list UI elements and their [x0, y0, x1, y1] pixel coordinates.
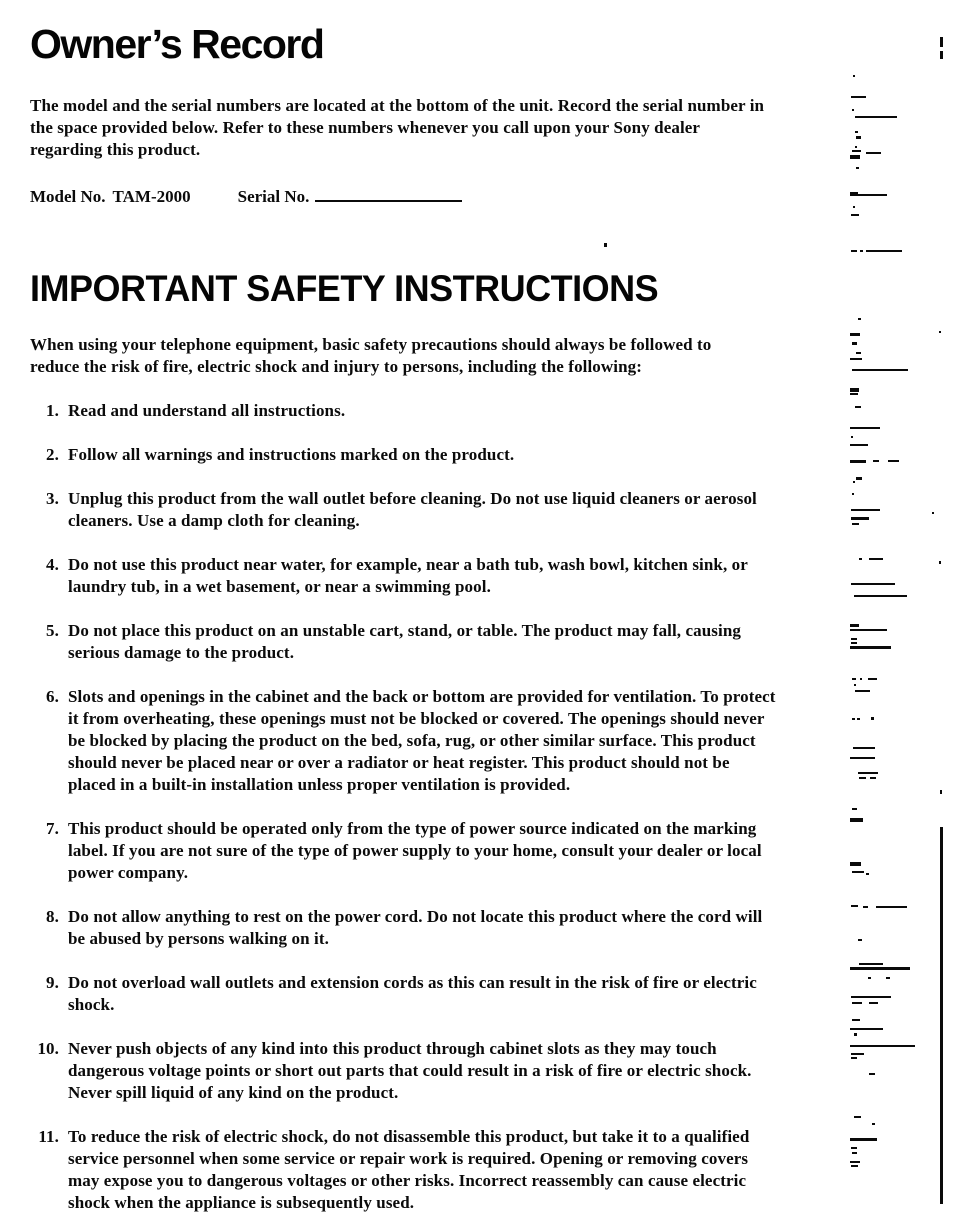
item-text — [68, 906, 762, 950]
scan-noise-mark — [856, 167, 859, 169]
scan-noise-mark — [876, 906, 907, 908]
scan-noise-mark — [850, 967, 910, 970]
scan-noise-mark — [854, 1033, 857, 1036]
text-line: may expose you to dangerous voltages or other risks. Incorrect reassembly can cause electric — [68, 1171, 747, 1190]
scan-noise-mark — [932, 512, 934, 514]
scan-noise-mark — [851, 214, 859, 216]
scan-noise-mark — [857, 718, 860, 720]
scan-noise-mark — [850, 624, 859, 627]
scan-noise-mark — [851, 1053, 864, 1055]
owners-record-section — [30, 21, 968, 207]
scan-noise-mark — [604, 243, 607, 247]
safety-list-item — [30, 686, 968, 796]
item-text — [68, 444, 514, 466]
item-number: 7. — [46, 819, 59, 838]
safety-instructions-title: IMPORTANT SAFETY INSTRUCTIONS — [30, 266, 659, 310]
serial-no-label: Serial No. — [237, 187, 310, 206]
text-line: shock. — [68, 995, 115, 1014]
scan-noise-mark — [858, 318, 861, 320]
safety-list-item — [30, 620, 968, 664]
scan-noise-mark — [870, 777, 876, 779]
scan-noise-mark — [850, 1138, 877, 1141]
scan-noise-mark — [859, 558, 862, 560]
scan-noise-mark — [852, 808, 857, 810]
scan-noise-mark — [858, 939, 862, 941]
text-line: Read and understand all instructions. — [68, 401, 346, 420]
item-number: 2. — [46, 445, 59, 464]
item-number: 5. — [46, 621, 59, 640]
scan-noise-mark — [850, 757, 875, 759]
text-line: the space provided below. Refer to these numbers whenever you call upon your Sony dealer — [30, 118, 701, 137]
scan-noise-mark — [852, 718, 855, 720]
scan-noise-mark — [850, 155, 860, 159]
scan-noise-mark — [859, 963, 883, 965]
scan-noise-mark — [863, 906, 868, 908]
text-line: Never push objects of any kind into this product through cabinet slots as they may touch — [68, 1039, 717, 1058]
scan-noise-mark — [851, 583, 895, 585]
scan-noise-mark — [868, 977, 871, 979]
safety-list-item — [30, 972, 968, 1016]
scan-noise-mark — [851, 96, 866, 98]
item-number: 10. — [37, 1039, 59, 1058]
scan-noise-mark — [872, 1123, 875, 1125]
scan-noise-mark — [854, 684, 856, 686]
text-line: regarding this product. — [30, 140, 201, 159]
scan-noise-mark — [851, 1057, 857, 1059]
owners-record-body — [30, 95, 968, 161]
scan-noise-mark — [850, 358, 862, 360]
safety-list-item — [30, 400, 968, 422]
item-number: 6. — [46, 687, 59, 706]
scan-noise-mark — [868, 678, 877, 680]
scan-noise-mark — [855, 116, 897, 118]
text-line: Do not place this product on an unstable cart, stand, or table. The product may fall, causing — [68, 621, 742, 640]
text-line: Follow all warnings and instructions marked on the product. — [68, 445, 515, 464]
safety-list-item — [30, 488, 968, 532]
model-serial-line — [30, 186, 968, 207]
scan-noise-mark — [852, 150, 861, 152]
item-text — [68, 554, 748, 598]
text-line: laundry tub, in a wet basement, or near a swimming pool. — [68, 577, 491, 596]
owners-record-title: Owner’s Record — [30, 21, 324, 67]
scan-noise-mark — [850, 1161, 860, 1163]
scan-noise-mark — [853, 481, 855, 483]
scan-noise-mark — [856, 477, 862, 480]
text-line: dangerous voltage points or short out parts that could result in a risk of fire or electric shock. — [68, 1061, 752, 1080]
scan-noise-mark — [871, 717, 874, 720]
scan-noise-mark — [866, 152, 881, 154]
safety-list-item — [30, 1126, 968, 1214]
scan-noise-mark — [940, 827, 943, 1204]
item-number: 4. — [46, 555, 59, 574]
scan-noise-mark — [860, 678, 862, 680]
text-line: cleaners. Use a damp cloth for cleaning. — [68, 511, 360, 530]
safety-instructions-section — [30, 266, 968, 1214]
item-text — [68, 1126, 749, 1214]
scan-noise-mark — [850, 333, 860, 336]
scan-noise-mark — [869, 558, 883, 560]
text-line: Never spill liquid of any kind on the product. — [68, 1083, 399, 1102]
item-text — [68, 972, 757, 1016]
scan-noise-mark — [854, 595, 907, 597]
safety-list-item — [30, 554, 968, 598]
safety-list-item — [30, 906, 968, 950]
scan-noise-mark — [850, 818, 863, 822]
item-number: 9. — [46, 973, 59, 992]
text-line: Do not allow anything to rest on the power cord. Do not locate this product where the cord will — [68, 907, 763, 926]
serial-blank-line — [315, 186, 462, 202]
scan-noise-mark — [851, 509, 880, 511]
scan-noise-mark — [866, 873, 869, 875]
text-line: This product should be operated only from the type of power source indicated on the marking — [68, 819, 757, 838]
text-line: The model and the serial numbers are located at the bottom of the unit. Record the serial number in — [30, 96, 765, 115]
scan-noise-mark — [869, 1002, 878, 1004]
scan-noise-mark — [851, 517, 869, 520]
scan-noise-mark — [852, 871, 864, 873]
scan-noise-mark — [852, 109, 854, 111]
scan-noise-mark — [856, 136, 861, 139]
scan-noise-mark — [852, 369, 908, 371]
scan-noise-mark — [850, 862, 861, 866]
safety-intro — [30, 334, 968, 378]
model-no-value: TAM-2000 — [112, 187, 191, 206]
text-line: Slots and openings in the cabinet and the back or bottom are provided for ventilation. To protect — [68, 687, 776, 706]
scan-noise-mark — [850, 1045, 915, 1047]
text-line: Unplug this product from the wall outlet before cleaning. Do not use liquid cleaners or aerosol — [68, 489, 757, 508]
item-text — [68, 1038, 752, 1104]
safety-list-item — [30, 818, 968, 884]
item-number: 1. — [46, 401, 59, 420]
scan-noise-mark — [873, 460, 879, 462]
scan-noise-mark — [850, 1028, 883, 1030]
safety-list-item — [30, 1038, 968, 1104]
model-no-label: Model No. — [30, 187, 106, 206]
scan-noise-mark — [851, 1165, 858, 1167]
scan-noise-mark — [940, 37, 943, 47]
scan-noise-mark — [940, 790, 942, 794]
text-line: To reduce the risk of electric shock, do not disassemble this product, but take it to a qualified — [68, 1127, 750, 1146]
scan-noise-mark — [855, 406, 861, 408]
scan-noise-mark — [855, 146, 857, 148]
scan-noise-mark — [859, 777, 866, 779]
safety-list-item — [30, 444, 968, 466]
scan-noise-mark — [858, 772, 878, 774]
scan-noise-mark — [850, 194, 887, 196]
scan-noise-mark — [854, 1116, 861, 1118]
scan-noise-mark — [852, 342, 857, 345]
item-number: 11. — [38, 1127, 59, 1146]
scan-noise-mark — [851, 638, 857, 640]
scan-noise-mark — [852, 493, 854, 495]
scan-noise-mark — [855, 131, 858, 133]
item-text — [68, 818, 762, 884]
scan-noise-mark — [886, 977, 890, 979]
text-line: service personnel when some service or repair work is required. Opening or removing covers — [68, 1149, 749, 1168]
scan-noise-mark — [940, 51, 943, 59]
scan-noise-mark — [852, 1019, 860, 1021]
scan-noise-mark — [851, 996, 891, 998]
scan-noise-mark — [853, 747, 875, 749]
scan-noise-mark — [853, 206, 855, 208]
scan-noise-mark — [850, 646, 891, 649]
text-line: power company. — [68, 863, 189, 882]
scan-noise-mark — [939, 561, 941, 564]
item-number: 8. — [46, 907, 59, 926]
safety-list — [30, 400, 968, 1214]
scan-noise-mark — [888, 460, 899, 462]
scan-noise-mark — [851, 905, 858, 907]
text-line: serious damage to the product. — [68, 643, 295, 662]
scan-noise-mark — [852, 523, 859, 525]
scan-noise-mark — [853, 75, 855, 77]
item-number: 3. — [46, 489, 59, 508]
item-text — [68, 488, 757, 532]
text-line: be abused by persons walking on it. — [68, 929, 329, 948]
item-text — [68, 620, 741, 664]
scan-noise-mark — [850, 444, 868, 446]
scan-noise-mark — [852, 678, 856, 680]
scan-noise-mark — [850, 393, 858, 395]
scan-noise-mark — [850, 427, 880, 429]
scan-noise-mark — [851, 1147, 857, 1149]
text-line: be blocked by placing the product on the bed, sofa, rug, or other similar surface. This product — [68, 731, 756, 750]
item-text — [68, 400, 345, 422]
scan-noise-mark — [939, 331, 941, 333]
text-line: label. If you are not sure of the type of power supply to your home, consult your dealer or local — [68, 841, 762, 860]
scan-noise-mark — [869, 1073, 875, 1075]
text-line: Do not overload wall outlets and extension cords as this can result in the risk of fire or electric — [68, 973, 757, 992]
scan-noise-mark — [851, 436, 853, 438]
scan-noise-mark — [850, 460, 866, 463]
scan-noise-mark — [855, 690, 870, 692]
text-line: When using your telephone equipment, basic safety precautions should always be followed to — [30, 335, 712, 354]
scan-noise-mark — [856, 352, 861, 354]
item-text — [68, 686, 776, 796]
text-line: reduce the risk of fire, electric shock and injury to persons, including the following: — [30, 357, 643, 376]
scan-noise-mark — [852, 1002, 862, 1004]
scan-noise-mark — [851, 642, 857, 644]
text-line: Do not use this product near water, for example, near a bath tub, wash bowl, kitchen sink, or — [68, 555, 748, 574]
scan-noise-mark — [852, 1152, 857, 1154]
text-line: shock when the appliance is subsequently used. — [68, 1193, 415, 1212]
text-line: it from overheating, these openings must not be blocked or covered. The openings should never — [68, 709, 765, 728]
scan-noise-mark — [866, 250, 902, 252]
scan-noise-mark — [850, 629, 887, 631]
scan-noise-mark — [851, 250, 857, 252]
text-line: placed in a built-in installation unless proper ventilation is provided. — [68, 775, 571, 794]
scan-noise-mark — [850, 388, 859, 392]
scan-noise-mark — [860, 250, 863, 252]
text-line: should never be placed near or over a radiator or heat register. This product should not be — [68, 753, 730, 772]
